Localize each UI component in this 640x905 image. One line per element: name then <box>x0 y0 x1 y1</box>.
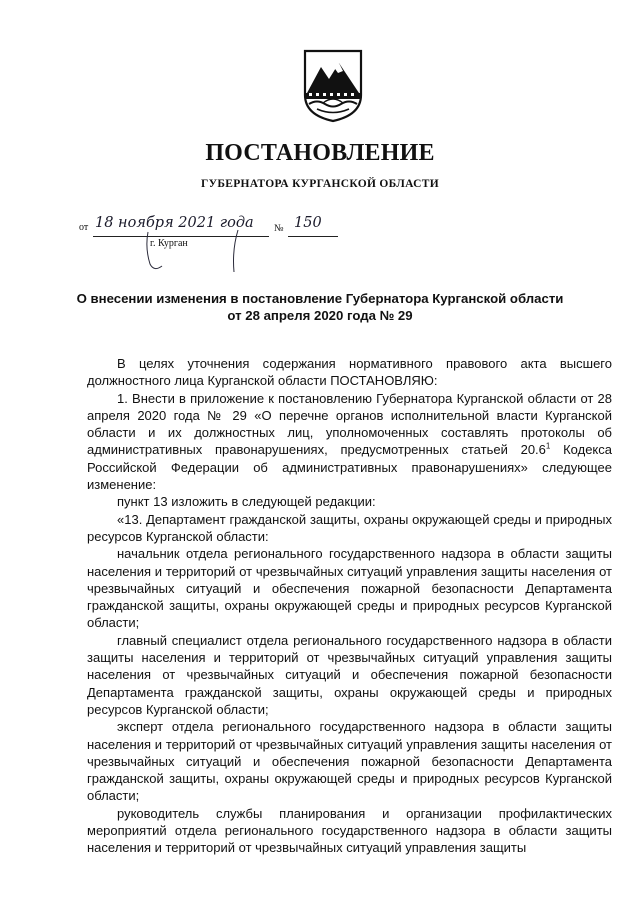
paragraph-official-head: начальник отдела регионального государственного надзора в области защиты населения и территорий от чрезвычайных ситуаций управления защиты населения от чрезвычайных ситуаций и обеспечения пожарной безопасности Департамента гражданской защиты, охраны окружающей среды и природных ресурсов Курганской области; <box>87 546 612 631</box>
paragraph-official-expert: эксперт отдела регионального государственного надзора в области защиты населения и территорий от чрезвычайных ситуаций управления защиты населения от чрезвычайных ситуаций и обеспечения пожарной безопасности Департамента гражданской защиты, охраны окружающей среды и природных ресурсов Курганской области; <box>87 719 612 804</box>
document-heading <box>0 290 640 324</box>
paragraph-point-13: «13. Департамент гражданской защиты, охраны окружающей среды и природных ресурсов Курганской области: <box>87 511 612 544</box>
heading-line-1: О внесении изменения в постановление Губернатора Курганской области <box>76 291 564 306</box>
city-label: г. Курган <box>150 238 188 249</box>
paragraph-official-service-head: руководитель службы планирования и организации профилактических мероприятий отдела регионального государственного надзора в области защиты населения и территорий от чрезвычайных ситуаций управления защиты <box>87 805 612 856</box>
coat-of-arms-icon <box>303 49 363 123</box>
handwritten-date: 18 ноября 2021 года <box>95 215 254 231</box>
paragraph-item-1 <box>87 390 612 494</box>
number-label: № <box>274 223 284 234</box>
document-subtitle: ГУБЕРНАТОРА КУРГАНСКОЙ ОБЛАСТИ <box>201 178 439 190</box>
handwritten-number: 150 <box>294 215 322 231</box>
paragraph-point-13-intro: пункт 13 изложить в следующей редакции: <box>117 494 376 510</box>
heading-line-2: от 28 апреля 2020 года № 29 <box>227 308 413 323</box>
paragraph-item-1-text: 1. Внести в приложение к постановлению Губернатора Курганской области от 28 апреля 2020 года № 29 «О перечне органов исполнительной власти Курганской области и их должностных лиц, уполномоченных составлять протоколы об административных правонарушениях, предусмотренных статьей 20.6 <box>87 390 612 458</box>
article-superscript: 1 <box>545 442 551 452</box>
document-title: ПОСТАНОВЛЕНИЕ <box>205 140 435 166</box>
handwritten-strokes <box>140 226 280 276</box>
paragraph-official-chief-specialist: главный специалист отдела регионального государственного надзора в области защиты населения и территорий от чрезвычайных ситуаций управления защиты населения от чрезвычайных ситуаций и обеспечения пожарной безопасности Департамента гражданской защиты, охраны окружающей среды и природных ресурсов Курганской области; <box>87 632 612 717</box>
document-body <box>87 355 612 857</box>
date-from-label: от <box>79 222 89 233</box>
paragraph-preamble: В целях уточнения содержания нормативного правового акта высшего должностного лица Курганской области ПОСТАНОВЛЯЮ: <box>87 356 612 389</box>
paragraph-item-1-text-cont: Кодекса Российской Федерации об административных правонарушениях» следующее изменение: <box>87 442 612 493</box>
number-underline <box>288 236 338 237</box>
